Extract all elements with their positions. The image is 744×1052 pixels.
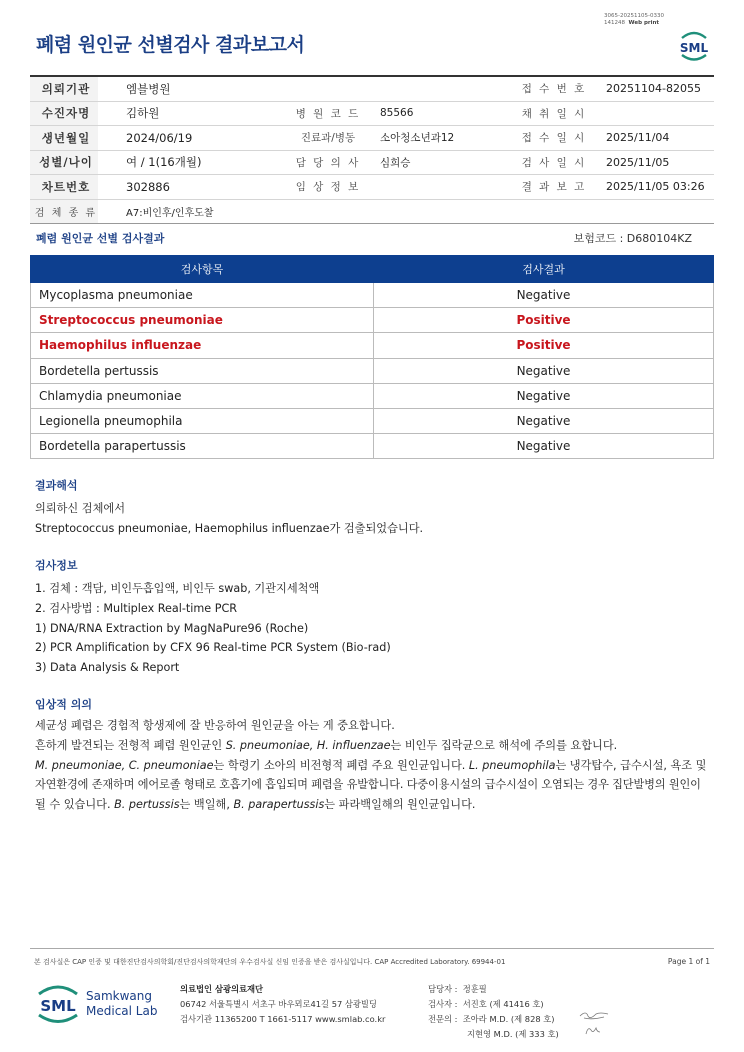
clinical-line: 흔하게 발견되는 전형적 폐렴 원인균인 S. pneumoniae, H. influenzae는 비인두 집락균으로 해석에 주의를 요합니다. bbox=[35, 738, 618, 752]
clinical-section bbox=[35, 696, 715, 815]
interpretation-line: 의뢰하신 검체에서 bbox=[35, 502, 126, 515]
info-row bbox=[30, 126, 714, 151]
value-hospital-code: 85566 bbox=[380, 107, 414, 120]
result-row bbox=[31, 408, 714, 433]
label-requesting-org: 의뢰기관 bbox=[30, 77, 98, 101]
info-row bbox=[30, 175, 714, 200]
signature-image bbox=[578, 1008, 612, 1038]
result-test-name: Legionella pneumophila bbox=[31, 408, 374, 433]
result-row bbox=[31, 358, 714, 383]
label-collection-date: 채 취 일 시 bbox=[521, 107, 587, 120]
interpretation-section bbox=[35, 477, 715, 539]
header-test-item: 검사항목 bbox=[31, 256, 374, 283]
info-row bbox=[30, 151, 714, 176]
test-info-line: 1. 검체 : 객담, 비인두흡입액, 비인두 swab, 기관지세척액 bbox=[35, 582, 320, 595]
clinical-line: 세균성 폐렴은 경험적 항생제에 잘 반응하여 원인균을 아는 게 중요합니다. bbox=[35, 719, 395, 732]
label-birth-date: 생년월일 bbox=[30, 126, 98, 150]
clinical-title: 임상적 의의 bbox=[35, 698, 92, 711]
page-title: 폐렴 원인균 선별검사 결과보고서 bbox=[36, 34, 305, 56]
value-physician: 심희승 bbox=[380, 156, 411, 169]
result-value: Negative bbox=[374, 358, 714, 383]
results-header-row bbox=[31, 256, 714, 283]
label-received-date: 접 수 일 시 bbox=[521, 132, 587, 145]
value-report-date: 2025/11/05 03:26 bbox=[606, 180, 705, 194]
clinical-line: M. pneumoniae, C. pneumoniae는 학령기 소아의 비전형적 폐렴 주요 원인균입니다. L. pneumophila는 냉각탑수, 급수시설, 욕조 및 bbox=[35, 758, 707, 772]
result-value: Negative bbox=[374, 283, 714, 308]
value-specimen-type: A7:비인후/인후도찰 bbox=[126, 207, 214, 219]
value-chart-no: 302886 bbox=[126, 179, 170, 194]
label-hospital-code: 병 원 코 드 bbox=[295, 107, 361, 120]
clinical-line: 될 수 있습니다. B. pertussis는 백일해, B. parapertussis는 파라백일해의 원인균입니다. bbox=[35, 798, 476, 812]
value-test-date: 2025/11/05 bbox=[606, 155, 670, 169]
result-test-name: Chlamydia pneumoniae bbox=[31, 383, 374, 408]
test-info-line: 2) PCR Amplification by CFX 96 Real-time PCR System (Bio-rad) bbox=[35, 641, 391, 655]
test-info-title: 검사정보 bbox=[35, 559, 78, 572]
label-test-date: 검 사 일 시 bbox=[521, 156, 587, 169]
result-value: Positive bbox=[374, 333, 714, 358]
result-value: Negative bbox=[374, 434, 714, 459]
result-value: Negative bbox=[374, 408, 714, 433]
result-test-name: Haemophilus influenzae bbox=[31, 333, 374, 358]
result-row bbox=[31, 308, 714, 333]
value-accession-no: 20251104-82055 bbox=[606, 82, 701, 96]
samkwang-logo bbox=[36, 980, 166, 1026]
label-chart-no: 차트번호 bbox=[30, 175, 98, 199]
svg-text:SML: SML bbox=[679, 41, 709, 55]
page-number: Page 1 of 1 bbox=[667, 957, 710, 966]
info-row bbox=[30, 102, 714, 127]
results-title: 폐렴 원인균 선별 검사결과 bbox=[36, 232, 165, 245]
interpretation-line: Streptococcus pneumoniae, Haemophilus influenzae가 검출되었습니다. bbox=[35, 521, 424, 535]
print-code: 3065-20251105-0330 141248 Web print bbox=[604, 13, 664, 26]
interpretation-title: 결과해석 bbox=[35, 479, 78, 492]
clinical-line: 자연환경에 존재하며 에어로졸 형태로 호흡기에 흡입되며 폐렴을 유발합니다. 다중이용시설의 급수시설이 오염되는 경우 집단발병의 원인이 bbox=[35, 778, 701, 792]
value-sex-age: 여 / 1(16개월) bbox=[126, 155, 202, 170]
result-value: Negative bbox=[374, 383, 714, 408]
test-info-section bbox=[35, 557, 715, 678]
header-test-result: 검사결과 bbox=[374, 256, 714, 283]
label-physician: 담 당 의 사 bbox=[295, 156, 361, 169]
label-patient-name: 수진자명 bbox=[30, 102, 98, 126]
svg-text:SML: SML bbox=[40, 997, 76, 1015]
info-row bbox=[30, 200, 714, 225]
svg-text:Samkwang: Samkwang bbox=[86, 989, 152, 1003]
result-row bbox=[31, 434, 714, 459]
label-sex-age: 성별/나이 bbox=[30, 151, 98, 175]
result-test-name: Bordetella parapertussis bbox=[31, 434, 374, 459]
label-specimen-type: 검 체 종 류 bbox=[30, 200, 98, 224]
value-birth-date: 2024/06/19 bbox=[126, 130, 193, 145]
info-row bbox=[30, 77, 714, 102]
organization-info: 의료법인 삼광의료재단 06742 서울특별시 서초구 바우뫼로41길 57 삼광빌딩 검사기관 11365200 T 1661-5117 www.smlab.co.kr bbox=[180, 984, 386, 1024]
accreditation-note: 본 검사실은 CAP 인증 및 대한진단검사의학회/진단검사의학재단의 우수검사실 신임 인증을 받은 검사실입니다. CAP Accredited Laboratory. 69944-01 bbox=[34, 958, 506, 966]
value-department: 소아청소년과12 bbox=[380, 132, 455, 145]
sml-logo bbox=[676, 26, 712, 64]
test-info-line: 3) Data Analysis & Report bbox=[35, 661, 180, 675]
value-patient-name: 김하원 bbox=[126, 106, 160, 121]
label-accession-no: 접 수 번 호 bbox=[521, 83, 587, 96]
results-table bbox=[30, 255, 714, 459]
insurance-code: 보험코드 : D680104KZ bbox=[573, 232, 692, 245]
label-department: 진료과/병동 bbox=[300, 132, 356, 145]
value-requesting-org: 엠블병원 bbox=[126, 81, 171, 96]
staff-info: 담당자 : 정훈필 검사자 : 서진호 (제 41416 호) 전문의 : 조아라 M.D. (제 828 호) 지현영 M.D. (제 333 호) bbox=[428, 984, 559, 1039]
value-received-date: 2025/11/04 bbox=[606, 131, 670, 145]
test-info-line: 1) DNA/RNA Extraction by MagNaPure96 (Roche) bbox=[35, 621, 309, 635]
label-report-date: 결 과 보 고 bbox=[521, 181, 587, 194]
svg-text:Medical Lab: Medical Lab bbox=[86, 1004, 158, 1018]
result-row bbox=[31, 333, 714, 358]
result-row bbox=[31, 383, 714, 408]
patient-info-table bbox=[30, 75, 714, 224]
test-info-line: 2. 검사방법 : Multiplex Real-time PCR bbox=[35, 601, 238, 615]
label-clinical-info: 임 상 정 보 bbox=[295, 181, 361, 194]
result-row bbox=[31, 283, 714, 308]
result-test-name: Mycoplasma pneumoniae bbox=[31, 283, 374, 308]
result-test-name: Streptococcus pneumoniae bbox=[31, 308, 374, 333]
result-test-name: Bordetella pertussis bbox=[31, 358, 374, 383]
footer-divider bbox=[30, 948, 714, 949]
result-value: Positive bbox=[374, 308, 714, 333]
